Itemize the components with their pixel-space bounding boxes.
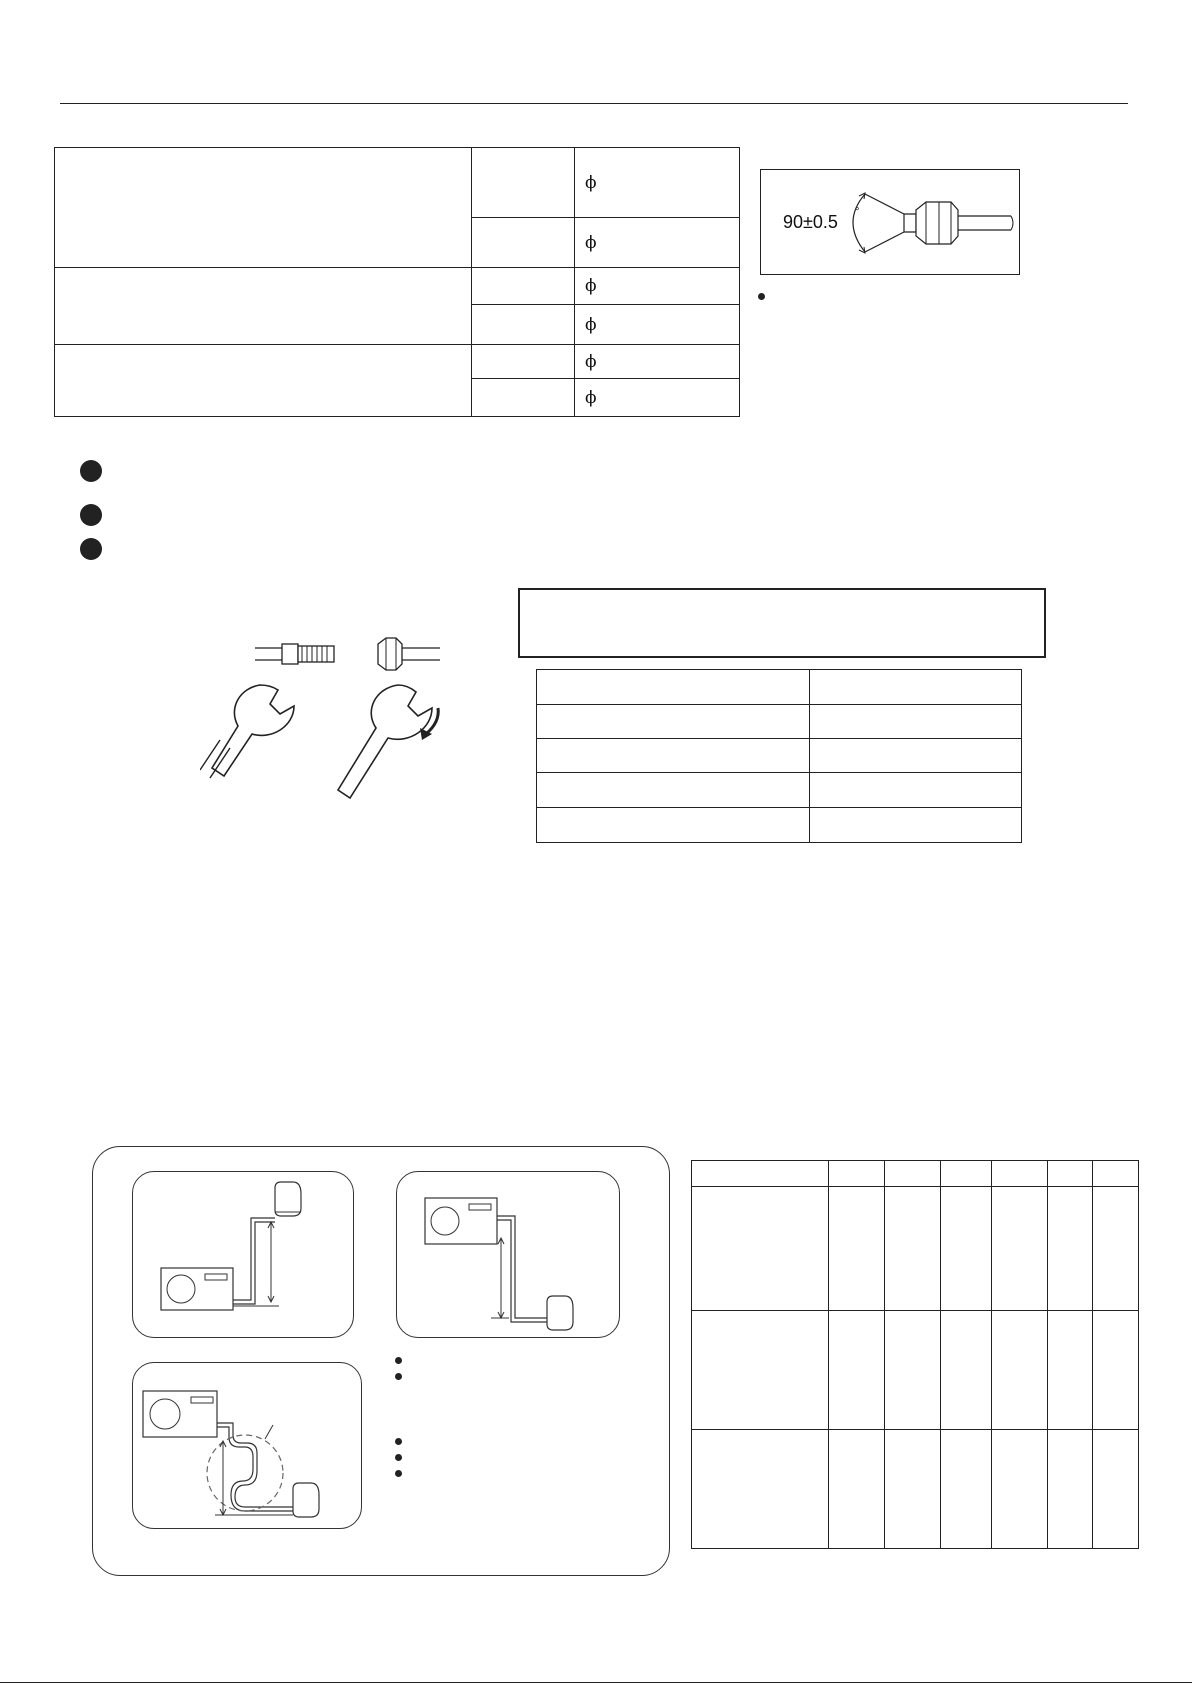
table-cell: [55, 148, 472, 268]
table-cell: [1093, 1161, 1139, 1187]
table-cell: [992, 1430, 1048, 1549]
diagram-drawing: [397, 1172, 619, 1337]
table-cell: [1093, 1187, 1139, 1311]
table-cell: [537, 739, 810, 773]
wrench-tightening-illustration: [200, 630, 480, 805]
table-cell: [537, 808, 810, 843]
degree-mark: °: [855, 206, 860, 218]
table-cell: [692, 1187, 829, 1311]
table-cell: [810, 773, 1022, 808]
table-cell: [692, 1311, 829, 1430]
table-cell: [885, 1311, 941, 1430]
table-cell: [810, 670, 1022, 705]
table-cell: [472, 148, 575, 218]
flare-angle-label: 90±0.5: [783, 212, 838, 232]
table-cell: [472, 305, 575, 345]
flare-angle-figure: [760, 169, 1020, 275]
phi-symbol: ϕ: [575, 268, 740, 305]
table-cell: [829, 1311, 885, 1430]
table-cell: [472, 345, 575, 379]
header-rule: [60, 103, 1128, 104]
step-bullet: [80, 538, 102, 560]
table-cell: [692, 1430, 829, 1549]
table-cell: [810, 705, 1022, 739]
table-cell: [1093, 1311, 1139, 1430]
table-cell: [829, 1430, 885, 1549]
torque-table: [536, 669, 1022, 843]
table-cell: [941, 1187, 992, 1311]
table-cell: [1048, 1187, 1093, 1311]
table-cell: [941, 1430, 992, 1549]
table-cell: [537, 773, 810, 808]
table-cell: [885, 1161, 941, 1187]
table-cell: [941, 1311, 992, 1430]
table-cell: [472, 268, 575, 305]
diagram-oil-trap: [132, 1362, 362, 1529]
table-cell: [992, 1187, 1048, 1311]
note-bullet: [758, 293, 765, 300]
table-cell: [1093, 1430, 1139, 1549]
table-cell: [1048, 1311, 1093, 1430]
table-cell: [829, 1161, 885, 1187]
table-cell: [885, 1430, 941, 1549]
table-cell: [810, 808, 1022, 843]
table-cell: [55, 345, 472, 417]
flare-size-table: [54, 147, 740, 417]
table-cell: [885, 1187, 941, 1311]
table-cell: [810, 739, 1022, 773]
diagram-drawing: [133, 1172, 353, 1337]
table-cell: [1048, 1161, 1093, 1187]
table-cell: [992, 1161, 1048, 1187]
table-cell: [472, 218, 575, 268]
step-bullet: [80, 460, 102, 482]
table-cell: [1048, 1430, 1093, 1549]
note-bullet: [395, 1357, 402, 1364]
table-cell: [537, 705, 810, 739]
table-cell: [941, 1161, 992, 1187]
table-cell: [992, 1311, 1048, 1430]
torque-note-box: [518, 588, 1046, 658]
table-cell: [537, 670, 810, 705]
table-cell: [692, 1161, 829, 1187]
pipe-length-table: [691, 1160, 1139, 1549]
flared-pipe-drawing: [761, 170, 1019, 274]
phi-symbol: ϕ: [575, 379, 740, 417]
phi-symbol: ϕ: [575, 305, 740, 345]
note-bullet: [395, 1438, 402, 1445]
note-bullet: [395, 1470, 402, 1477]
table-cell: [472, 379, 575, 417]
diagram-drawing: [133, 1363, 361, 1528]
note-bullet: [395, 1373, 402, 1380]
note-bullet: [395, 1454, 402, 1461]
phi-symbol: ϕ: [575, 148, 740, 218]
diagram-indoor-above-outdoor: [132, 1171, 354, 1338]
phi-symbol: ϕ: [575, 345, 740, 379]
footer-rule: [0, 1682, 1192, 1683]
table-cell: [55, 268, 472, 345]
table-cell: [829, 1187, 885, 1311]
step-bullet: [80, 504, 102, 526]
phi-symbol: ϕ: [575, 218, 740, 268]
diagram-outdoor-above-indoor: [396, 1171, 620, 1338]
